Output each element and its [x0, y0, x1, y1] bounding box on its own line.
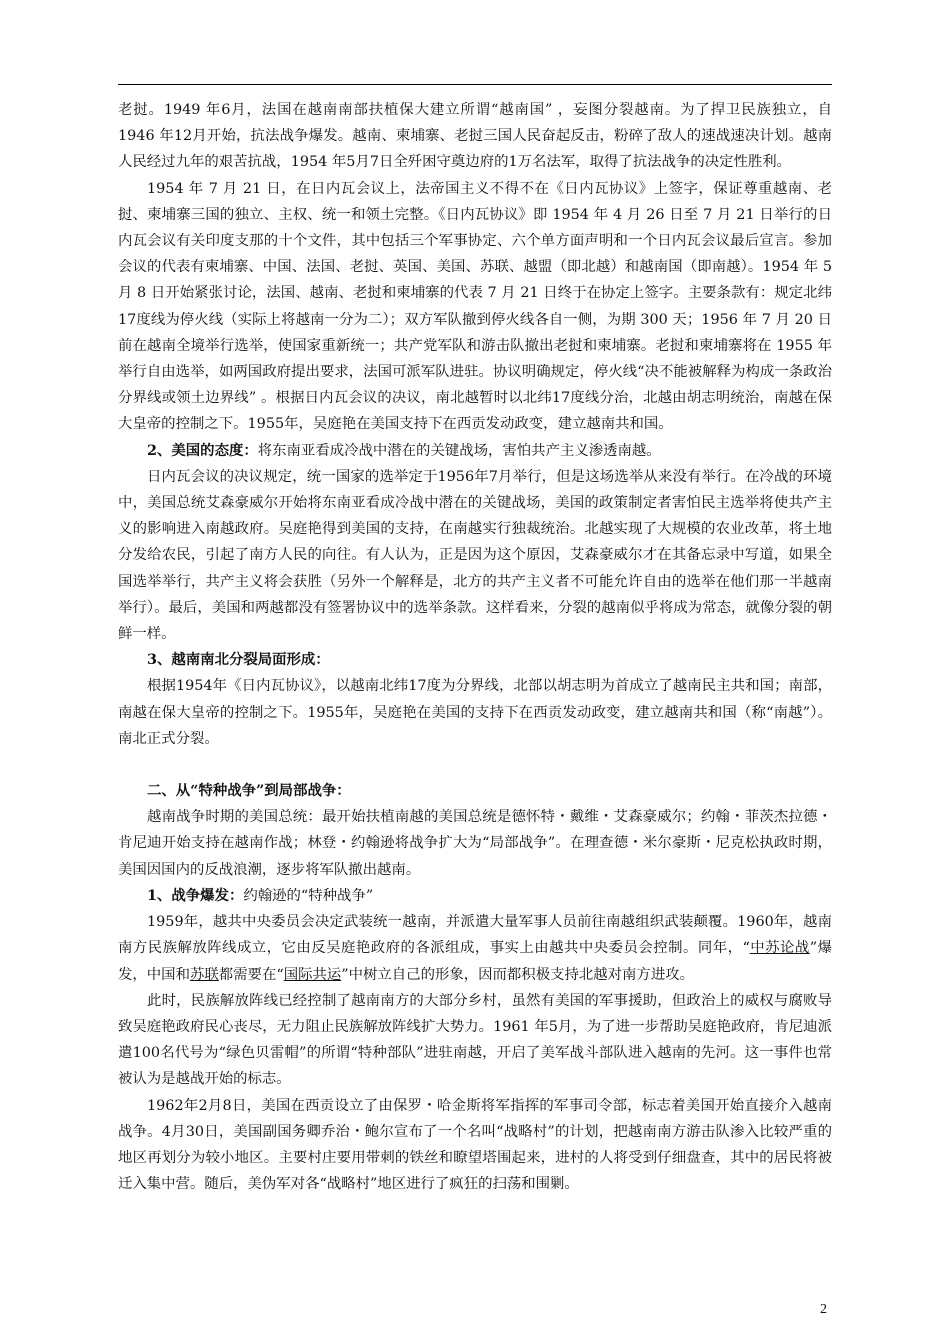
paragraph-1961: 此时，民族解放阵线已经控制了越南南方的大部分乡村，虽然有美国的军事援助，但政治上的威权与腐败导致吴庭艳政府民心丧尽，无力阻止民族解放阵线扩大势力。1961 年5月，为了进一步帮助吴庭艳政府，肯尼迪派遣100名代号为“绿色贝雷帽”的所谓“特种部队”进驻南越，开启了美军战斗部队进入越南的先河。这一事件也常被认为是越战开始的标志。 — [118, 992, 832, 1088]
heading-us-attitude-label: 2、美国的态度： — [147, 441, 258, 459]
paragraph-split: 根据1954年《日内瓦协议》，以越南北纬17度为分界线，北部以胡志明为首成立了越南民主共和国；南部，南越在保大皇帝的控制之下。1955年，吴庭艳在美国的支持下在西贡发动政变，建立越南共和国（称“南越”）。南北正式分裂。 — [118, 678, 832, 747]
heading-split-label: 3、越南南北分裂局面形成： — [147, 651, 330, 669]
paragraph-french-war: 老挝。1949 年6月，法国在越南南部扶植保大建立所谓“越南国” ，妄图分裂越南。为了捍卫民族独立，自 1946 年12月开始，抗法战争爆发。越南、柬埔寨、老挝三国人民奋起反击，粉碎了敌人的速战速决计划。越南人民经过九年的艰苦抗战，1954 年5月7日全歼困守奠边府的1万名法军，取得了抗法战争的决定性胜利。 — [118, 102, 832, 171]
link-soviet-union[interactable]: 苏联 — [189, 966, 219, 983]
heading-section-two — [118, 778, 832, 804]
paragraph-1962: 1962年2月8日，美国在西贡设立了由保罗・哈金斯将军指挥的军事司令部，标志着美国开始直接介入越南战争。4月30日，美国副国务卿乔治・鲍尔宣布了一个名叫“战略村”的计划，把越南南方游击队渗入比较严重的地区再划分为较小地区。主要村庄要用带刺的铁丝和瞭望塔围起来，进村的人将受到仔细盘查，其中的居民将被迁入集中营。随后，美伪军对各“战略村”地区进行了疯狂的扫荡和围剿。 — [118, 1097, 832, 1193]
heading-section-two-label: 二、从“特种战争”到局部战争： — [147, 782, 351, 800]
heading-us-attitude-text: 将东南亚看成冷战中潜在的关键战场，害怕共产主义渗透南越。 — [257, 442, 661, 459]
heading-war-outbreak — [118, 883, 832, 909]
link-international-communist-movement[interactable]: 国际共运 — [283, 966, 342, 983]
paragraph-1959-text-c: 都需要在“ — [218, 966, 284, 983]
section-gap — [118, 752, 832, 778]
header-rule — [118, 84, 832, 85]
paragraph-us-presidents: 越南战争时期的美国总统：最开始扶植南越的美国总统是德怀特・戴维・艾森豪威尔；约翰・菲茨杰拉德・肯尼迪开始支持在越南作战；林登・约翰逊将战争扩大为“局部战争”。在理查德・米尔豪斯・尼克松执政时期，美国因国内的反战浪潮，逐步将军队撤出越南。 — [118, 809, 832, 878]
heading-us-attitude — [118, 438, 832, 464]
paragraph-1959-text-b: ”爆发，中国和 — [118, 940, 832, 983]
page-number: 2 — [820, 1302, 827, 1317]
paragraph-geneva-accords: 1954 年 7 月 21 日，在日内瓦会议上，法帝国主义不得不在《日内瓦协议》上签字，保证尊重越南、老挝、柬埔寨三国的独立、主权、统一和领土完整。《日内瓦协议》即 1954 年 4 月 26 日至 7 月 21 日举行的日内瓦会议有关印度支那的十个文件，其中包括三个军事协定、六个单方面声明和一个日内瓦会议最后宣言。参加会议的代表有柬埔寨、中国、法国、老挝、英国、美国、苏联、越盟（即北越）和越南国（即南越）。1954 年 5 月 8 日开始紧张讨论，法国、越南、老挝和柬埔寨的代表 7 月 21 日终于在协定上签字。主要条款有：规定北纬 17度线为停火线（实际上将越南一分为二）；双方军队撤到停火线各自一侧，为期 300 天；1956 年 7 月 20 日前在越南全境举行选举，使国家重新统一；共产党军队和游击队撤出老挝和柬埔寨。老挝和柬埔寨将在 1955 年举行自由选举，如两国政府提出要求，法国可派军队进驻。协议明确规定，停火线“决不能被解释为构成一条政治分界线或领土边界线” 。根据日内瓦会议的决议，南北越暂时以北纬17度线分治，北越由胡志明统治，南越在保大皇帝的控制之下。1955年，吴庭艳在美国支持下在西贡发动政变，建立越南共和国。 — [118, 180, 832, 433]
paragraph-1959-text-d: ”中树立自己的形象，因而都积极支持北越对南方进攻。 — [341, 966, 694, 983]
heading-war-outbreak-text: 约翰逊的“特种战争” — [243, 887, 374, 904]
link-sino-soviet-split[interactable]: 中苏论战 — [749, 940, 810, 957]
heading-war-outbreak-label: 1、战争爆发： — [147, 886, 244, 904]
heading-split — [118, 647, 832, 673]
paragraph-1959-text-a: 1959年，越共中央委员会决定武装统一越南，并派遣大量军事人员前往南越组织武装颠覆。1960年，越南南方民族解放阵线成立，它由反吴庭艳政府的各派组成，事实上由越共中央委员会控制。同年，“ — [118, 914, 832, 957]
paragraph-1959 — [118, 909, 832, 988]
document-page — [118, 84, 832, 1197]
paragraph-us-attitude: 日内瓦会议的决议规定，统一国家的选举定于1956年7月举行，但是这场选举从来没有举行。在冷战的环境中，美国总统艾森豪威尔开始将东南亚看成冷战中潜在的关键战场，美国的政策制定者害怕民主选举将使共产主义的影响进入南越政府。吴庭艳得到美国的支持，在南越实行独裁统治。北越实现了大规模的农业改革，将土地分发给农民，引起了南方人民的向往。有人认为，正是因为这个原因，艾森豪威尔才在其备忘录中写道，如果全国选举举行，共产主义将会获胜（另外一个解释是，北方的共产主义者不可能允许自由的选举在他们那一半越南举行）。最后，美国和两越都没有签署协议中的选举条款。这样看来，分裂的越南似乎将成为常态，就像分裂的朝鲜一样。 — [118, 468, 832, 643]
